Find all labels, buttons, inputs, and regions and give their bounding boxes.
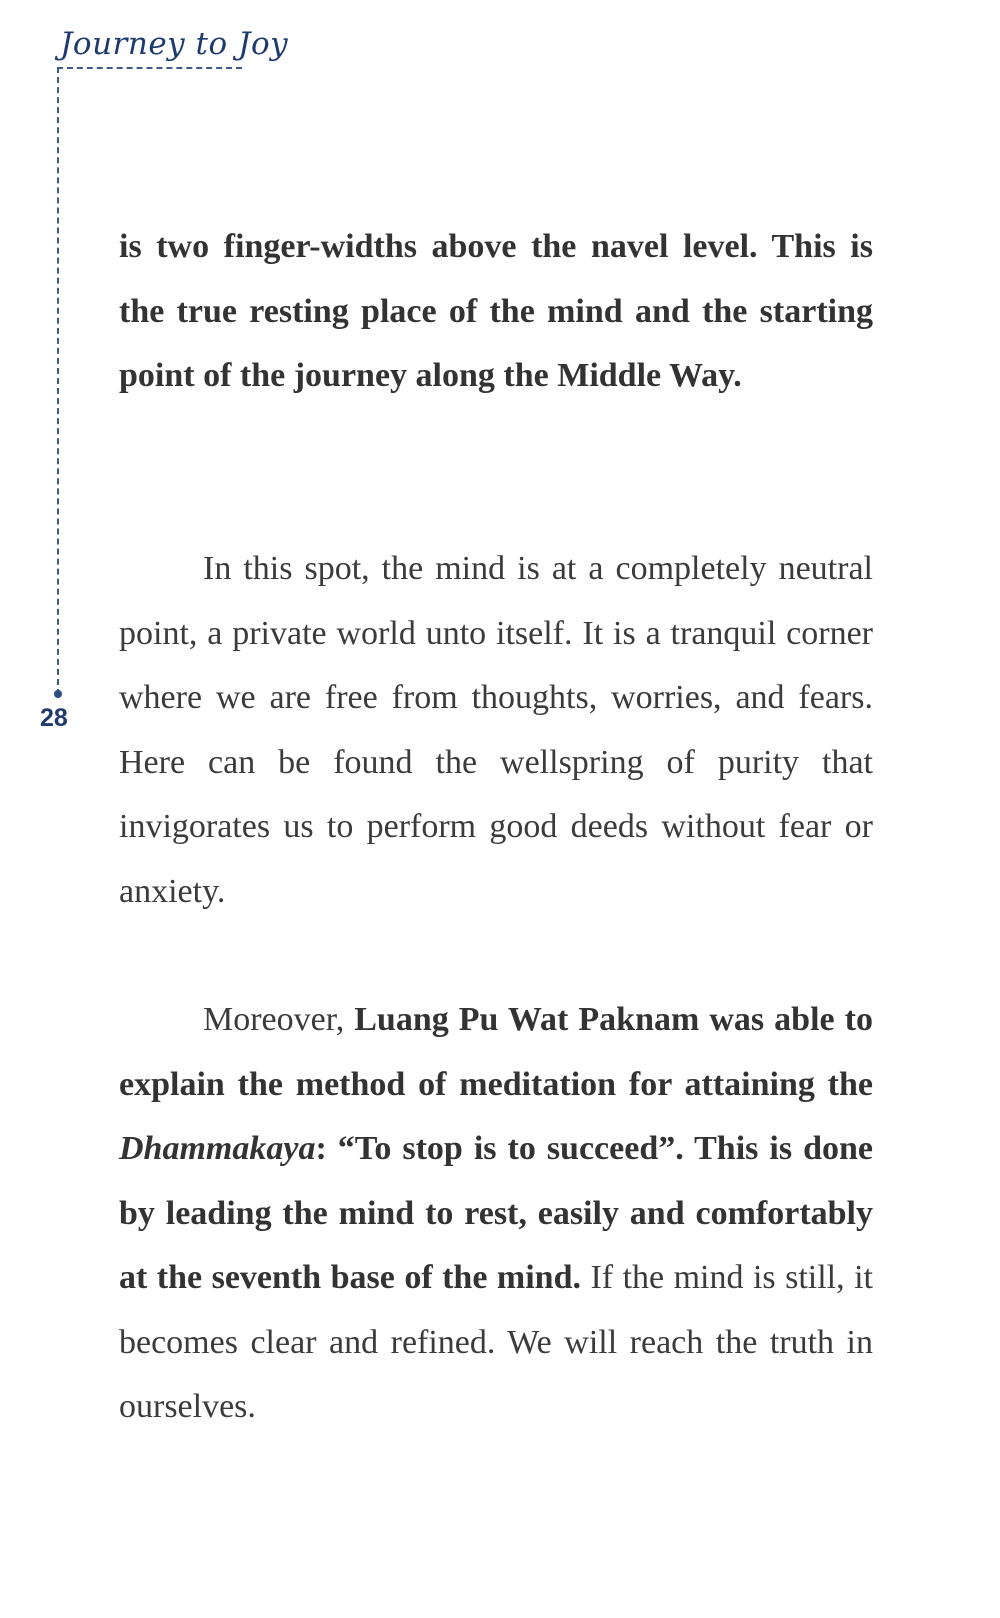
paragraph-3-term: Dhammakaya (119, 1130, 316, 1167)
rule-end-dot (54, 690, 62, 698)
paragraph-3-tail: If the mind is still, it becomes clear and refined. We will reach the truth in ourselves. (119, 1259, 873, 1425)
paragraph-1: is two finger-widths above the navel level. This is the true resting place of the mind and the starting point of the journey along the Middle Way. (119, 228, 873, 394)
paragraph-3-bold-b: : “To stop is to succeed”. This is done by leading the mind to rest, easily and comfortably at the seventh base of the mind. (119, 1130, 873, 1296)
paragraph-3-lead: Moreover, (203, 1001, 355, 1038)
running-head-title: Journey to Joy (60, 26, 289, 62)
header-dashed-rule (57, 67, 242, 69)
page-number: 28 (40, 704, 68, 732)
paragraph-2: In this spot, the mind is at a completely neutral point, a private world unto itself. It is a tranquil corner where we are free from thoughts, worries, and fears. Here can be found the wellspring of purity that invigorates us to perform good deeds without fear or anxiety. (119, 550, 873, 910)
margin-dashed-rule (57, 67, 59, 695)
paragraph-3-bold-a: Luang Pu Wat Paknam was able to explain the method of meditation for attaining the (119, 1001, 873, 1103)
paragraph-3 (119, 988, 873, 1440)
